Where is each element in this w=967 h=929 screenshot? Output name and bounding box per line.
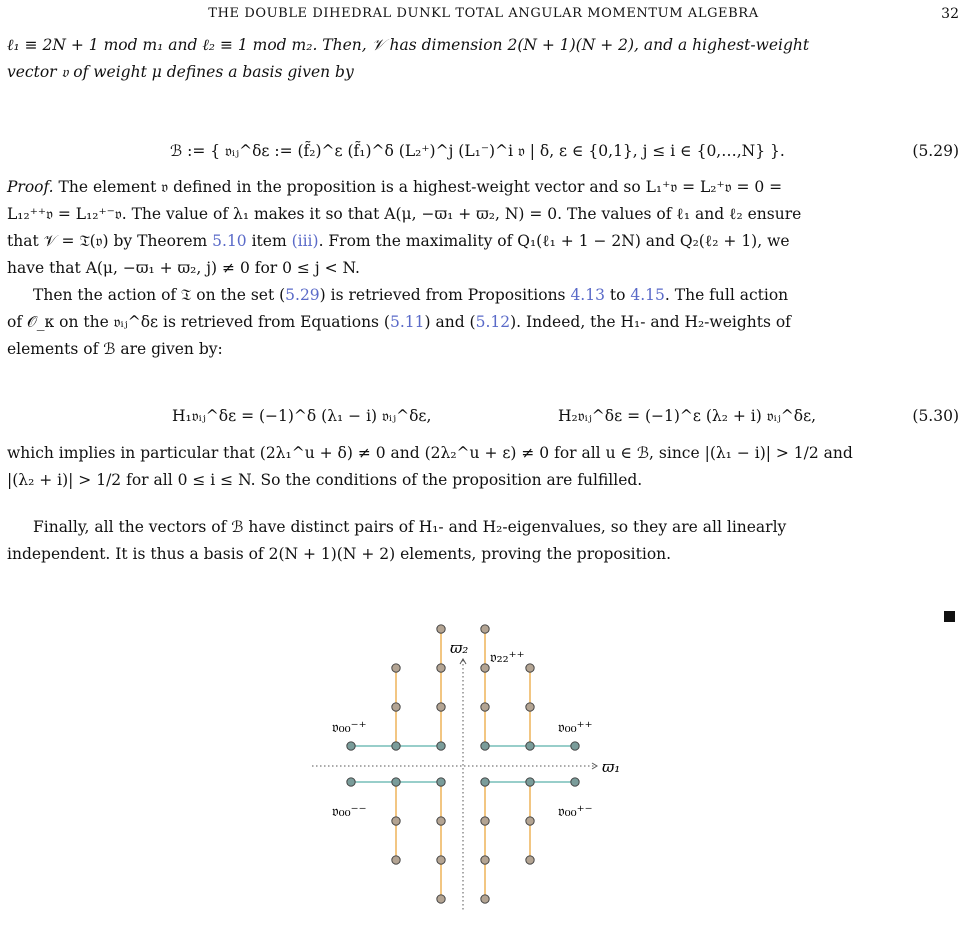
text-line: ℓ₁ ≡ 2N + 1 mod m₁ and ℓ₂ ≡ 1 mod m₂. Then, 𝒱 has dimension 2(N + 1)(N + 2), and a highest-weight: [7, 36, 810, 54]
weight-node: [526, 664, 534, 672]
weight-node: [437, 703, 445, 711]
text-line: Finally, all the vectors of ℬ have distinct pairs of H₁- and H₂-eigenvalues, so they are all linearly: [33, 518, 787, 536]
conclusion-paragraph: [7, 514, 959, 568]
vector-label-22-pp: 𝔳₂₂⁺⁺: [490, 648, 525, 666]
weight-node: [392, 664, 400, 672]
weight-node: [481, 742, 489, 750]
action-paragraph: [7, 282, 959, 363]
weight-node: [437, 856, 445, 864]
weight-node: [437, 664, 445, 672]
proof-label: Proof.: [7, 178, 54, 196]
weight-node: [571, 742, 579, 750]
weight-node: [526, 817, 534, 825]
text-line: vector 𝔳 of weight μ defines a basis given by: [7, 63, 354, 81]
text-line: L₁₂⁺⁺𝔳 = L₁₂⁺⁻𝔳. The value of λ₁ makes it so that A(μ, −ϖ₁ + ϖ₂, N) = 0. The values of ℓ₁ and ℓ₂ ensure: [7, 205, 802, 223]
weight-node: [392, 742, 400, 750]
vector-label-00-pp: 𝔳₀₀⁺⁺: [558, 718, 593, 736]
weight-diagram: [300, 618, 680, 918]
weight-node: [481, 856, 489, 864]
equation-5-30: [0, 407, 967, 437]
weight-node: [481, 895, 489, 903]
proposition-link[interactable]: 4.13: [570, 286, 605, 304]
vector-label-00-pm: 𝔳₀₀⁺⁻: [558, 802, 593, 820]
theorem-link[interactable]: 5.10: [212, 232, 247, 250]
text-line: have that A(μ, −ϖ₁ + ϖ₂, j) ≠ 0 for 0 ≤ j < N.: [7, 259, 360, 277]
weight-node: [392, 778, 400, 786]
equation-link[interactable]: 5.29: [285, 286, 320, 304]
weight-node: [526, 856, 534, 864]
text-line: |(λ₂ + i)| > 1/2 for all 0 ≤ i ≤ N. So the conditions of the proposition are fulfilled.: [7, 471, 643, 489]
equation-number: (5.30): [912, 407, 959, 425]
weight-node: [526, 778, 534, 786]
conditions-paragraph: [7, 440, 959, 494]
equation-link[interactable]: 5.12: [475, 313, 511, 331]
equation-number: (5.29): [912, 142, 959, 160]
weight-node: [392, 703, 400, 711]
equation-body: ℬ := { 𝔳ᵢⱼ^δε := (f̃₂)^ε (f̃₁)^δ (L₂⁺)^j (L₁⁻)^i 𝔳 | δ, ε ∈ {0,1}, j ≤ i ∈ {0,…,N} }.: [170, 142, 785, 160]
axis-label-omega1: ϖ₁: [602, 758, 621, 776]
text-line: of 𝒪_κ on the 𝔳ᵢⱼ^δε is retrieved from Equations (5.11) and (5.12). Indeed, the H₁- and H₂-weights of: [7, 313, 791, 331]
text-line: Then the action of 𝔗 on the set (5.29) is retrieved from Propositions 4.13 to 4.15. The full action: [33, 286, 789, 304]
weight-node: [437, 895, 445, 903]
text-line: elements of ℬ are given by:: [7, 340, 223, 358]
weight-node: [347, 778, 355, 786]
text-line: Proof. The element 𝔳 defined in the proposition is a highest-weight vector and so L₁⁺𝔳 = L₂⁺𝔳 = 0 =: [7, 178, 783, 196]
weight-node: [481, 703, 489, 711]
equation-left: H₁𝔳ᵢⱼ^δε = (−1)^δ (λ₁ − i) 𝔳ᵢⱼ^δε,: [172, 407, 432, 425]
weight-node: [437, 742, 445, 750]
text-line: which implies in particular that (2λ₁^u + δ) ≠ 0 and (2λ₂^u + ε) ≠ 0 for all u ∈ ℬ, since |(λ₁ − i)| > 1/2 and: [7, 444, 853, 462]
weight-node: [481, 778, 489, 786]
axis-label-omega2: ϖ₂: [450, 639, 469, 657]
qed-symbol: [944, 611, 955, 622]
weight-node: [481, 817, 489, 825]
running-title: THE DOUBLE DIHEDRAL DUNKL TOTAL ANGULAR MOMENTUM ALGEBRA: [208, 6, 759, 21]
weight-node: [437, 778, 445, 786]
equation-link[interactable]: 5.11: [389, 313, 425, 331]
text-line: independent. It is thus a basis of 2(N + 1)(N + 2) elements, proving the proposition.: [7, 545, 672, 563]
weight-node: [481, 625, 489, 633]
weight-node: [571, 778, 579, 786]
weight-node: [437, 817, 445, 825]
proposition-tail: [7, 32, 959, 86]
proposition-link[interactable]: 4.15: [630, 286, 665, 304]
vector-label-00-mp: 𝔳₀₀⁻⁺: [332, 718, 367, 736]
weight-node: [481, 664, 489, 672]
weight-node: [526, 703, 534, 711]
page-number: 32: [941, 6, 959, 22]
equation-right: H₂𝔳ᵢⱼ^δε = (−1)^ε (λ₂ + i) 𝔳ᵢⱼ^δε,: [558, 407, 817, 425]
weight-node: [526, 742, 534, 750]
proof-paragraph: [7, 174, 959, 282]
running-header: [0, 6, 967, 26]
weight-node: [392, 856, 400, 864]
equation-5-29: [0, 142, 967, 172]
weight-node: [437, 625, 445, 633]
weight-node: [392, 817, 400, 825]
vector-label-00-mm: 𝔳₀₀⁻⁻: [332, 802, 367, 820]
weight-node: [347, 742, 355, 750]
item-link[interactable]: (iii): [291, 232, 319, 250]
text-line: that 𝒱 = 𝔗̃(𝔳) by Theorem 5.10 item (iii). From the maximality of Q₁(ℓ₁ + 1 − 2N) and Q₂(ℓ₂ + 1), we: [7, 232, 790, 250]
